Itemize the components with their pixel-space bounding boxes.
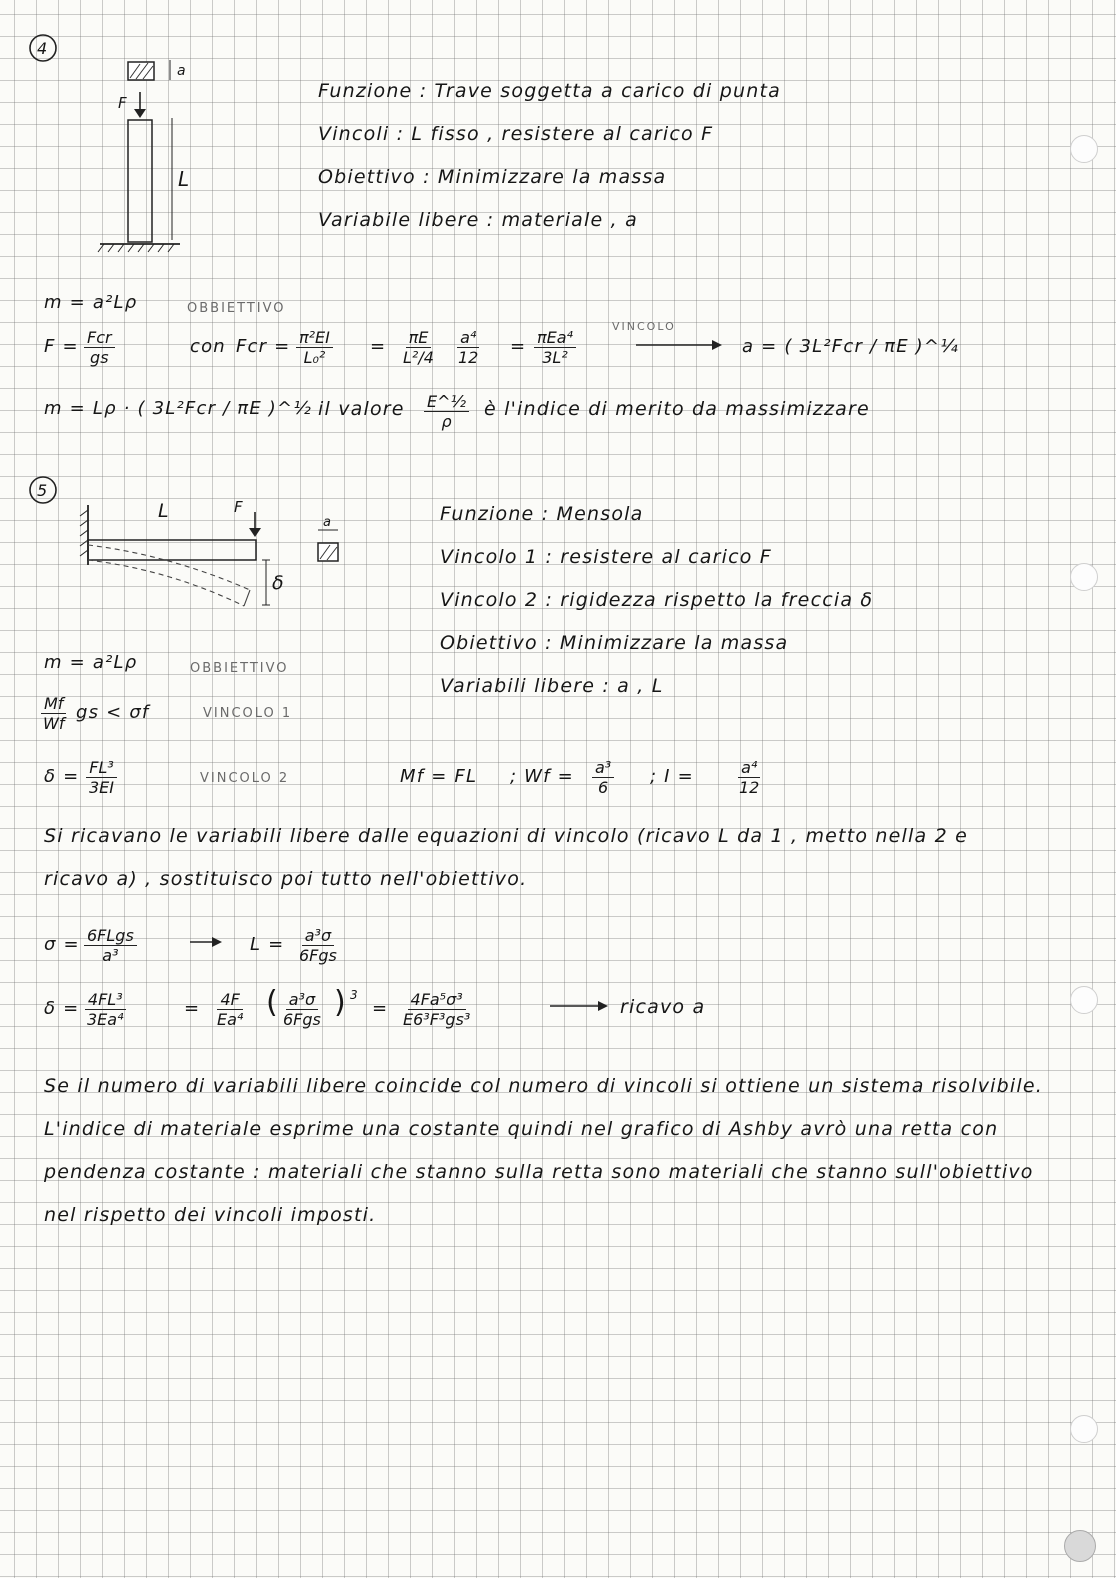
p5-paragraph-line-4: nel rispetto dei vincoli imposti. (44, 1204, 377, 1226)
p5-function: Funzione : Mensola (440, 503, 644, 525)
p5-v2-frac: $\frac{\text{FL³}}{3EI}$ (86, 758, 117, 797)
p5-objective: Obiettivo : Minimizzare la massa (440, 632, 789, 654)
p4-force-lhs: F = (44, 336, 79, 357)
p5-delta-eq2: = (372, 998, 389, 1019)
p5-mass-eq: m = a²Lρ (44, 652, 138, 673)
binder-hole (1070, 986, 1098, 1014)
p5-L-frac: a³σ 6Fgs (299, 926, 337, 965)
p5-def-wf: ; Wf = (510, 766, 574, 787)
notebook-page: 4 a F L Funzione : Trave soggetta a carico di punta Vincoli : L fisso , resistere al carico F Obiettivo : Minimizzare la massa Variabile libere : materiale , a m = a²Lρ OBBIETTIVO F = Fcr gs con Fcr = $\frac{\text{π²EI}}{\text{L₀²}}$ = $\frac{\pi E}{\text{L²/4}}$ $\frac{\text{a⁴}}{12}$ = πEa⁴ 3L² VINCOLO a = ( 3L²Fcr / πE )^¼ m = Lρ · ( 3L²Fcr / πE )^½ il valore $\frac{\text{E\textasciicircum{}½}}{\rho}$ è l'indice di merito da massimizzare 5 L F a δ Funzione : Mensola Vincolo 1 : resistere al carico F Vincolo 2 : rigidezza rispetto la freccia δ Obiettivo : Minimizzare la massa Variabili libere : a , L m = a²Lρ OBBIETTIVO $\frac{Mf}{Wf}$ gs < σf VINCOLO 1 δ = $\frac{\text{FL³}}{3EI}$ VINCOLO 2 Mf = FL ; Wf = $\frac{\text{a³}}{6}$ ; I = $\frac{\text{a⁴}}{12}$ Si ricavano le variabili libere dalle equazioni di vincolo (ricavo L da 1 , metto nella 2 e ricavo a) , sostituisco poi tutto nell'obiettivo. σ = 6FLgs a³ L = a³σ 6Fgs δ = $\frac{\text{4FL³}}{\text{3Ea⁴}}$ = $\frac{4F}{\text{Ea⁴}}$ ( a³σ 6Fgs ) 3 = $\frac{\text{4Fa⁵σ³}}{\text{E6³F³gs³}}$ ricavo a Se il numero di variabili libere coincide col numero di vincoli si ottiene un sistema risolvibile. L'indice di materiale esprime una costante quindi nel grafico di Ashby avrò una retta con pendenza costante : materiali che stanno sulla retta sono materiali che stanno sull'obiettivo nel rispetto dei vincoli imposti. (0, 0, 1116, 1578)
deflection-label: δ (272, 572, 285, 594)
p5-def-mf: Mf = FL (400, 766, 478, 787)
p5-v2-tag: VINCOLO 2 (200, 771, 290, 786)
p5-v1-tag: VINCOLO 1 (203, 706, 293, 721)
p5-def-i: ; I = (650, 766, 694, 787)
p4-force-frac: Fcr gs (84, 328, 115, 367)
p4-mass-eq: m = a²Lρ (44, 292, 138, 313)
section-a-label: a (323, 515, 333, 530)
page-corner-mark (1064, 1530, 1096, 1562)
p4-function: Funzione : Trave soggetta a carico di punta (318, 80, 781, 102)
p4-free-vars: Variabile libere : materiale , a (318, 209, 638, 231)
p4-merit-frac: $\frac{\text{E\textasciicircum{}½}}{\rho}$ (424, 392, 469, 431)
p4-fcr-lhs: Fcr = (236, 336, 291, 357)
problem-4-number: 4 (37, 39, 49, 58)
p5-text-line-2: ricavo a) , sostituisco poi tutto nell'obiettivo. (44, 868, 528, 890)
p5-paragraph-line-3: pendenza costante : materiali che stanno sulla retta sono materiali che stanno sull'obiettivo (44, 1161, 1034, 1183)
p4-mass-tag: OBBIETTIVO (187, 301, 286, 316)
problem-5-number: 5 (37, 481, 49, 500)
p5-sigma-frac: 6FLgs a³ (84, 926, 137, 965)
p5-mass-tag: OBBIETTIVO (190, 661, 289, 676)
length-label: L (178, 167, 191, 191)
p5-delta-frac: $\frac{\text{4FL³}}{\text{3Ea⁴}}$ (84, 990, 127, 1029)
p5-paragraph-line-2: L'indice di materiale esprime una costante quindi nel grafico di Ashby avrò una retta con (44, 1118, 999, 1140)
p5-delta3-exp: 3 (350, 988, 359, 1002)
p4-objective: Obiettivo : Minimizzare la massa (318, 166, 667, 188)
p5-delta-lhs: δ = (44, 998, 80, 1019)
beam-length-label: L (158, 500, 170, 522)
p4-frac4: πEa⁴ 3L² (534, 328, 576, 367)
dim-a-label: a (177, 63, 187, 79)
p5-delta-mid: = (184, 998, 201, 1019)
p5-paragraph-line-1: Se il numero di variabili libere coincide col numero di vincoli si ottiene un sistema risolvibile. (44, 1075, 1043, 1097)
p4-m-result: m = Lρ · ( 3L²Fcr / πE )^½ (44, 398, 312, 419)
p5-ricavo-a: ricavo a (620, 996, 706, 1018)
binder-hole (1070, 135, 1098, 163)
p4-merit-text: il valore (318, 398, 405, 420)
p4-eq1: = (370, 336, 387, 357)
p5-constraint-2: Vincolo 2 : rigidezza rispetto la freccia δ (440, 589, 874, 611)
p5-v1-frac: $\frac{Mf}{Wf}$ (43, 694, 65, 733)
p5-v1-rest: gs < σf (76, 702, 150, 723)
p4-merit-text2: è l'indice di merito da massimizzare (484, 398, 870, 420)
p5-L-lhs: L = (250, 934, 285, 955)
beam-force-label: F (234, 498, 244, 516)
p4-euler-frac: $\frac{\text{π²EI}}{\text{L₀²}}$ (296, 328, 333, 367)
p5-free-vars: Variabili libere : a , L (440, 675, 664, 697)
p4-vincolo-tag: VINCOLO (612, 320, 676, 333)
binder-hole (1070, 563, 1098, 591)
p5-i-frac: $\frac{\text{a⁴}}{12}$ (739, 758, 760, 797)
p4-con: con (190, 336, 226, 357)
p5-delta2-frac: $\frac{4F}{\text{Ea⁴}}$ (217, 990, 244, 1029)
p4-constraint: Vincoli : L fisso , resistere al carico F (318, 123, 714, 145)
p5-wf-frac: $\frac{\text{a³}}{6}$ (592, 758, 614, 797)
p5-delta3-frac: a³σ 6Fgs (283, 990, 321, 1029)
binder-hole (1070, 1415, 1098, 1443)
p5-text-line-1: Si ricavano le variabili libere dalle equazioni di vincolo (ricavo L da 1 , metto nella 2 e (44, 825, 969, 847)
p4-eq2: = (510, 336, 527, 357)
p4-a-result: a = ( 3L²Fcr / πE )^¼ (742, 336, 959, 357)
p4-frac2: $\frac{\pi E}{\text{L²/4}}$ (403, 328, 434, 367)
force-label: F (118, 94, 128, 112)
p5-v2-lhs: δ = (44, 766, 80, 787)
p5-delta4-frac: $\frac{\text{4Fa⁵σ³}}{\text{E6³F³gs³}}$ (403, 990, 471, 1029)
p5-constraint-1: Vincolo 1 : resistere al carico F (440, 546, 772, 568)
p4-frac3: $\frac{\text{a⁴}}{12}$ (458, 328, 479, 367)
p5-sigma-lhs: σ = (44, 934, 80, 955)
